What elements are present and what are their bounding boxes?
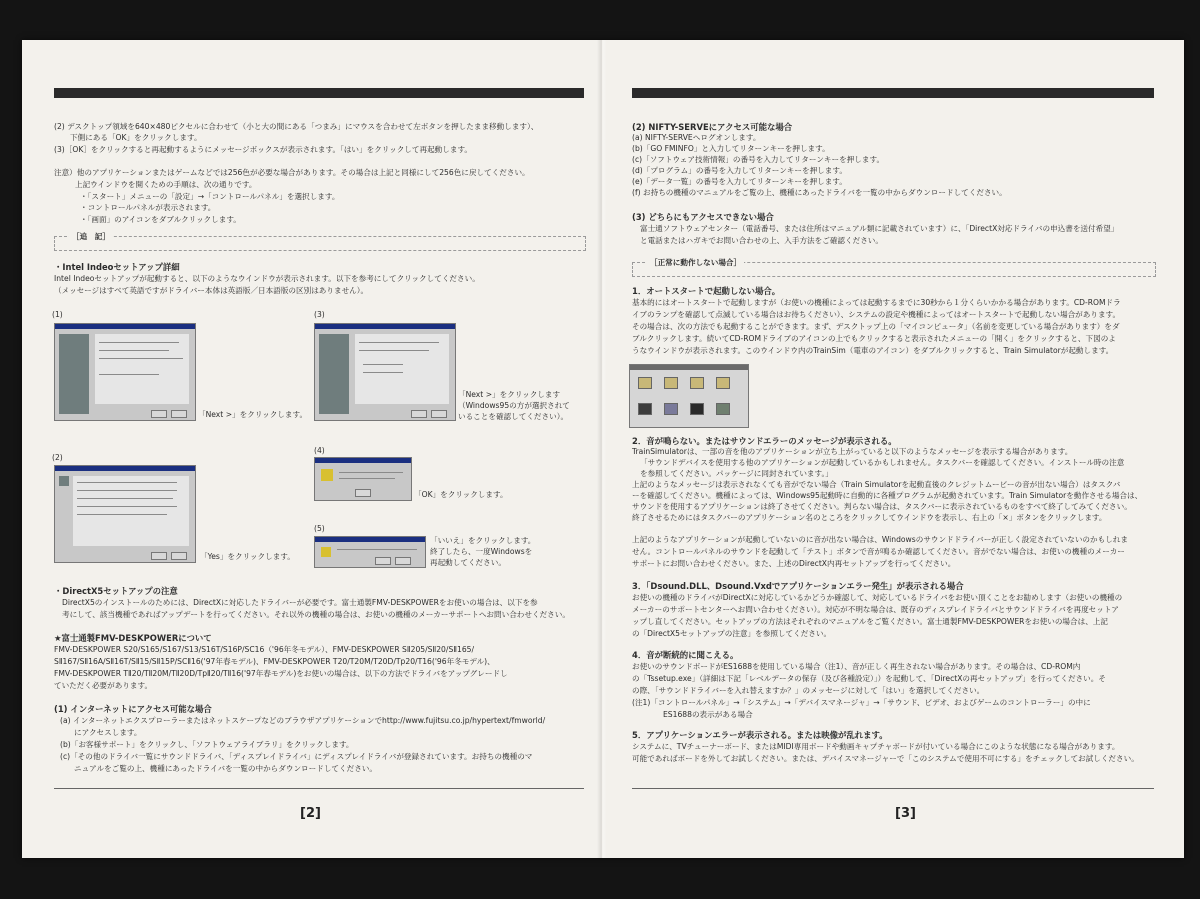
step-number: (3) (314, 310, 325, 319)
text-line: 上記ウインドウを開くための手順は、次の通りです。 (75, 180, 257, 189)
manual-sheet (22, 40, 1184, 858)
header-bar (632, 88, 1154, 98)
section-title-nifty: (2) NIFTY-SERVEにアクセス可能な場合 (632, 122, 793, 132)
section-title-noaccess: (3) どちらにもアクセスできない場合 (632, 212, 774, 222)
section-box-label: ［正常に動作しない場合］ (647, 257, 744, 268)
text-line: 富士通ソフトウェアセンター（電話番号、または住所はマニュアル類に記載されています）に、「DirectX対応ドライバの申込書を送付希望」 (640, 224, 1119, 233)
page-2 (22, 40, 600, 858)
step-number: (1) (52, 310, 63, 319)
text-line: の「DirectX5セットアップの注意」を参照してください。 (632, 629, 832, 638)
text-line: 上記のようなアプリケーションが起動していないのに音が出ない場合は、Windowsのサウンドドライバーが正しく設定されていないのかもしれま (632, 535, 1128, 544)
step-caption: 終了したら、一度Windowsを (430, 547, 533, 556)
step-caption: 「Yes」をクリックします。 (200, 552, 295, 561)
step-caption: 「Next >」をクリックします (458, 390, 561, 399)
text-line: お使いの機種のドライバがDirectXに対応しているかどうか確認して、対応しているドライバをお使い頂くことをお勧めします（お使いの機種の (632, 593, 1123, 602)
screenshot-indeo-step1 (54, 323, 196, 421)
text-line: ブルクリックします。続いてCD-ROMドライブのアイコンの上でもクリックすると表示されたメニューの「開く」をクリックすると、下図のよ (632, 334, 1116, 343)
section-title-4: 4．音が断続的に聞こえる。 (632, 650, 739, 660)
text-line: (d)「プログラム」の番号を入力してリターンキーを押します。 (632, 166, 847, 175)
step-caption: いることを確認してください）。 (458, 412, 569, 421)
section-title-5: 5．アプリケーションエラーが表示される。または映像が乱れます。 (632, 730, 888, 740)
text-line: ーを確認してください。機種によっては、Windows95起動時に自動的に各種プログラムが起動されています。Train Simulatorを動作させる場合は、 (632, 491, 1143, 500)
screenshot-indeo-step5 (314, 536, 426, 568)
section-title-3: 3．「Dsound.DLL、Dsound.Vxdでアプリケーションエラー発生」が表示される場合 (632, 581, 964, 591)
text-line: (c)「その他のドライバ一覧にサウンドドライバ、「ディスプレイドライバ」にディスプレイドライバが登録されています。お持ちの機種のマ (60, 752, 533, 761)
text-line: ・「画面」のアイコンをダブルクリックします。 (80, 215, 241, 224)
section-title-1: 1．オートスタートで起動しない場合。 (632, 286, 781, 296)
text-line: サウンドを使用するアプリケーションは終了させてください。判らない場合は、タスクバーに表示されているものをすべて終了してみてください。 (632, 502, 1132, 511)
section-title-internet: (1) インターネットにアクセス可能な場合 (54, 704, 212, 714)
text-line: SⅡ167/SⅡ16A/SⅡ16T/SⅡ15/SⅡ15P/SCⅡ16('97年春モデル)、FMV-DESKPOWER T20/T20M/T20D/Tp20/T16('96年冬モデル)、 (54, 657, 495, 666)
text-line: (2) デスクトップ領域を640×480ピクセルに合わせて（小と大の間にある「つまみ」にマウスを合わせて左ボタンを押したまま移動します）、 (54, 122, 539, 131)
text-line: の「Tssetup.exe」（詳細は下記「レベルデータの保存（及び各種設定）」）を起動して、「DirectXの再セットアップ」を行ってください。そ (632, 674, 1106, 683)
text-line: 基本的にはオートスタートで起動しますが（お使いの機種によっては起動するまでに30秒から１分くらいかかる場合があります。CD-ROMドラ (632, 298, 1121, 307)
section-title-2: 2．音が鳴らない。またはサウンドエラーのメッセージが表示される。 (632, 436, 897, 446)
text-line: 可能であればボードを外してお試しください。または、デバイスマネージャーで「このシステムで使用不可にする」をチェックしてお試しください。 (632, 754, 1139, 763)
text-line: 下側にある「OK」をクリックします。 (70, 133, 202, 142)
text-line: FMV-DESKPOWER TⅡ20/TⅡ20M/TⅡ20D/TpⅡ20/TⅡ16('97年春モデル)をお使いの場合は、以下の方法でドライバをアップグレードし (54, 669, 508, 678)
screenshot-indeo-step3 (314, 323, 456, 421)
section-title-fmv: ★富士通製FMV-DESKPOWERについて (54, 633, 212, 643)
section-title-indeo: ・Intel Indeoセットアップ詳細 (54, 262, 180, 272)
step-number: (5) (314, 524, 325, 533)
text-line: (a) インターネットエクスプローラーまたはネットスケープなどのブラウザアプリケーションでhttp://www.fujitsu.co.jp/hypertext/fmworld/ (60, 716, 546, 725)
step-caption: （Windows95の方が選択されて (458, 401, 570, 410)
text-line: ・「スタート」メニューの「設定」→「コントロールパネル」を選択します。 (80, 192, 340, 201)
text-line: と電話またはハガキでお問い合わせの上、入手方法をご確認ください。 (640, 236, 883, 245)
text-line: (注1)「コントロールパネル」→「システム」→「デバイスマネージャ」→「サウンド、ビデオ、およびゲームのコントローラー」の中に (632, 698, 1091, 707)
text-line: Intel Indeoセットアップが起動すると、以下のようなウインドウが表示されます。以下を参考にしてクリックしてください。 (54, 274, 480, 283)
text-line: うなウインドウが表示されます。このウインドウ内のTrainSim（電車のアイコン）をダブルクリックすると、Train Simulatorが起動します。 (632, 346, 1114, 355)
text-line: (b)「お客様サポート」をクリックし、「ソフトウェアライブラリ」をクリックします。 (60, 740, 354, 749)
text-line: ていただく必要があります。 (54, 681, 153, 690)
footer-rule (54, 788, 584, 789)
text-line: の際、「サウンドドライバーを入れ替えますか？」のメッセージに対して「はい」を選択してください。 (632, 686, 985, 695)
text-line: 終了させるためにはタスクバーのアプリケーション名のところをクリックしてウインドウを表示し、右上の「×」ボタンをクリックします。 (632, 513, 1107, 522)
text-line: を参照してください。パッケージに同封されています。」 (640, 469, 833, 478)
header-bar (54, 88, 584, 98)
text-line: ップし直してください。セットアップの方法はそれぞれのマニュアルをご覧ください。富士通製FMV-DESKPOWERをお使いの場合は、上記 (632, 617, 1108, 626)
text-line: メーカーのサポートセンターへお問い合わせください）。対応が不明な場合は、既存のディスプレイドライバとサウンドドライバを再度セットア (632, 605, 1119, 614)
step-caption: 「OK」をクリックします。 (414, 490, 508, 499)
text-line: 上記のようなメッセージは表示されなくても音がでない場合（Train Simulatorを起動直後のクレジットムービーの音が出ない場合）はタスクバ (632, 480, 1121, 489)
page-number: [2] (300, 806, 321, 821)
text-line: (a) NIFTY-SERVEへログオンします。 (632, 133, 761, 142)
text-line: （メッセージはすべて英語ですがドライバー本体は英語版／日本語版の区別はありません）。 (54, 286, 369, 295)
text-line: FMV-DESKPOWER S20/S165/S167/S13/S16T/S16P/SC16（'96年冬モデル）、FMV-DESKPOWER SⅡ205/SⅡ20/SⅡ165/ (54, 645, 475, 654)
page-3 (607, 40, 1184, 858)
screenshot-cdrom-window (629, 364, 749, 428)
text-line: ES1688の表示がある場合 (663, 710, 753, 719)
text-line: (c)「ソフトウェア技術情報」の番号を入力してリターンキーを押します。 (632, 155, 885, 164)
text-line: その場合は、次の方法でも起動することができます。まず、デスクトップ上の「マイコンピュータ」（名前を変更している場合があります）をダ (632, 322, 1120, 331)
text-line: お使いのサウンドボードがES1688を使用している場合（注1）、音が正しく再生されない場合があります。その場合は、CD-ROM内 (632, 662, 1081, 671)
text-line: DirectX5のインストールのためには、DirectXに対応したドライバーが必要です。富士通製FMV-DESKPOWERをお使いの場合は、以下を参 (62, 598, 538, 607)
page-number: [3] (895, 806, 916, 821)
section-box-troubleshoot (632, 258, 1156, 277)
step-caption: 「Next >」をクリックします。 (198, 410, 308, 419)
text-line: (b)「GO FMINFO」と入力してリターンキーを押します。 (632, 144, 830, 153)
section-box-label: ［追 記］ (69, 231, 113, 242)
step-number: (4) (314, 446, 325, 455)
text-line: (3)［OK］をクリックすると再起動するようにメッセージボックスが表示されます。「はい」をクリックして再起動します。 (54, 145, 473, 154)
text-line: サポートにお問い合わせください。また、上述のDirectX内再セットアップを行ってください。 (632, 559, 956, 568)
step-number: (2) (52, 453, 63, 462)
step-caption: 「いいえ」をクリックします。 (430, 536, 536, 545)
text-line: せん。コントロールパネルのサウンドを起動して「テスト」ボタンで音が鳴るか確認してください。音がでない場合は、お使いの機種のメーカー (632, 547, 1125, 556)
text-line: TrainSimulatorは、一部の音を他のアプリケーションが立ち上がっていると以下のようなメッセージを表示する場合があります。 (632, 447, 1073, 456)
text-line: にアクセスします。 (74, 728, 142, 737)
text-line: ・コントロールパネルが表示されます。 (80, 203, 216, 212)
text-line: ニュアルをご覧の上、機種にあったドライバを一覧の中からダウンロードしてください。 (74, 764, 377, 773)
text-line: (f) お持ちの機種のマニュアルをご覧の上、機種にあったドライバを一覧の中からダウンロードしてください。 (632, 188, 1007, 197)
section-box-addendum (54, 232, 586, 251)
step-caption: 再起動してください。 (430, 558, 506, 567)
screenshot-indeo-step4 (314, 457, 412, 501)
section-title-directx: ・DirectX5セットアップの注意 (54, 586, 178, 596)
text-line: 注意）他のアプリケーションまたはゲームなどでは256色が必要な場合があります。その場合は上記と同様にして256色に戻してください。 (54, 168, 530, 177)
text-line: イブのランプを確認して点滅している場合はお待ちください）、システムの設定や機種によってはオートスタートで起動しない場合があります。 (632, 310, 1121, 319)
text-line: システムに、TVチューナーボード、またはMIDI専用ボードや動画キャプチャボードが付いている場合にこのような状態になる場合があります。 (632, 742, 1120, 751)
text-line: 考にして、該当機種であればアップデートを行ってください。それ以外の機種の場合は、お使いの機種のメーカーサポートへお問い合わせください。 (62, 610, 570, 619)
text-line: (e)「データ一覧」の番号を入力してリターンキーを押します。 (632, 177, 847, 186)
footer-rule (632, 788, 1154, 789)
text-line: 「サウンドデバイスを使用する他のアプリケーションが起動しているかもしれません。タスクバーを確認してください。インストール時の注意 (640, 458, 1125, 467)
screenshot-indeo-step2 (54, 465, 196, 563)
